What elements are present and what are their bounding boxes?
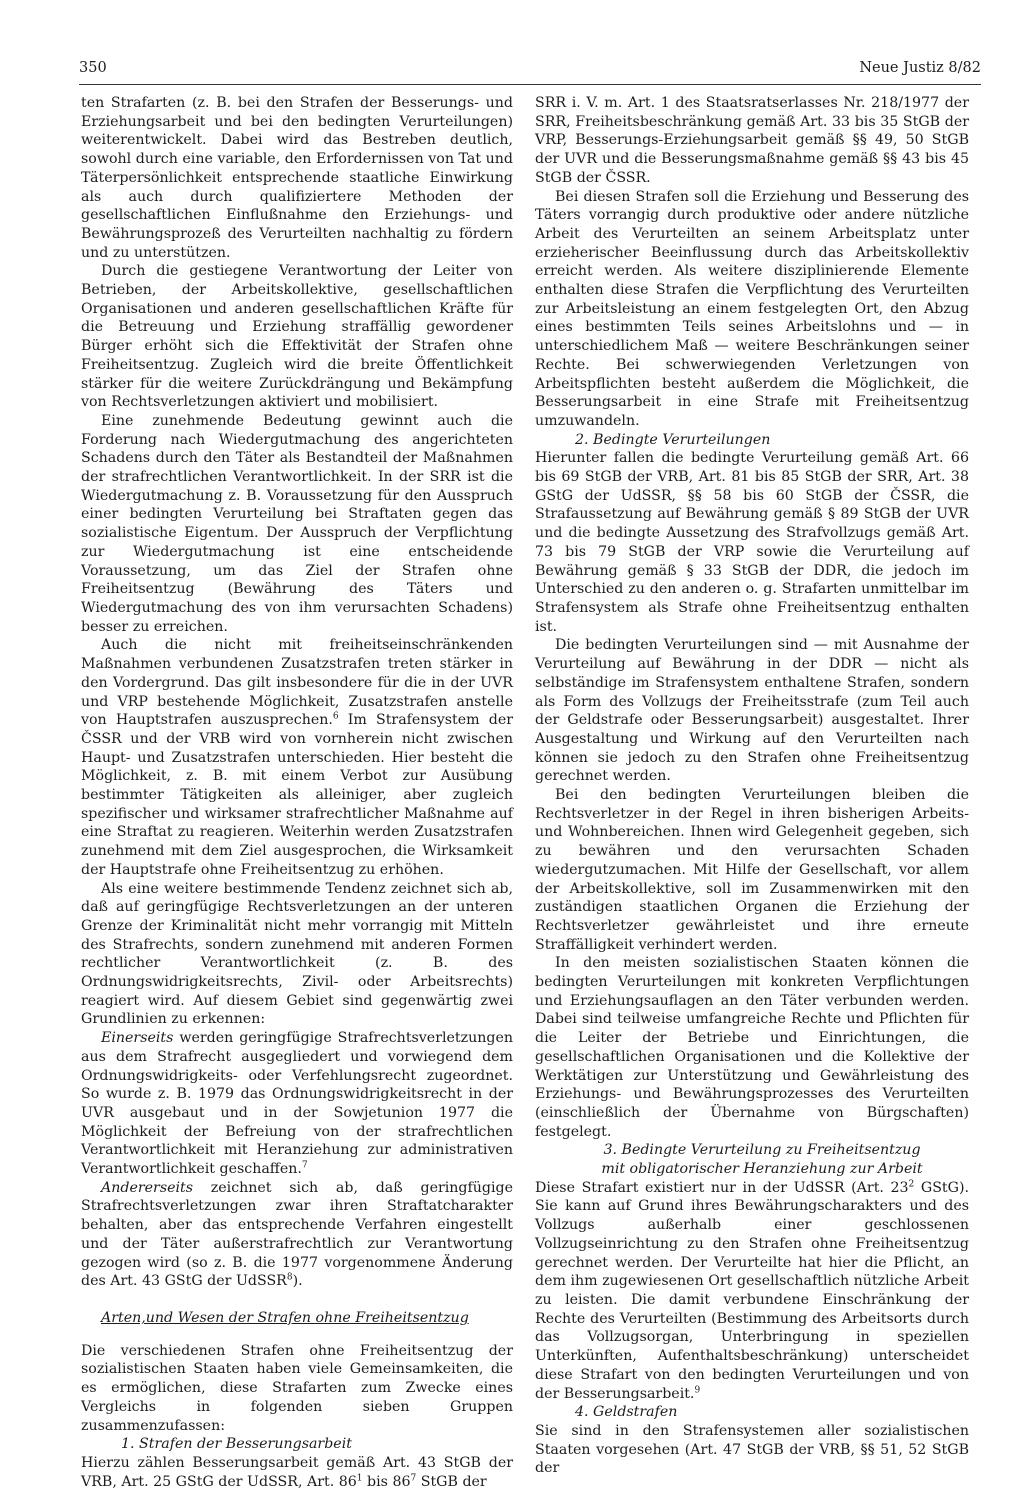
emphasis: Andererseits [101, 1179, 194, 1196]
paragraph: In den meisten sozialistischen Staaten können die bedingten Verurteilungen mit konkreten Verpflichtungen und Erziehungsauflagen an den Täter verbunden werden. Dabei sind teilweise umfangreiche Rechte und Pflichten für die Leiter der Betriebe und Einrichtungen, die gesellschaftlichen Organisationen und die Kollektive der Werktätigen zur Unterstützung und Gewährleistung des Erziehungs- und Bewährungsprozesses des Verurteilten (einschließlich der Übernahme von Bürgschaften) festgelegt. [535, 955, 969, 1140]
right-column [535, 94, 969, 1478]
journal-issue: Neue Justiz 8/82 [859, 60, 981, 76]
subsection-heading: 4. Geldstrafen [575, 1404, 678, 1421]
text-run: Hierzu zählen Besserungsarbeit gemäß Art. 43 StGB der VRB, Art. 25 GStG der UdSSR, Art. 86 [81, 1454, 513, 1490]
paragraph: Durch die gestiegene Verantwortung der Leiter von Betrieben, der Arbeitskollektive, gesellschaftlichen Organisationen und anderen gesellschaftlichen Kräfte für die Betreuung und Erziehung straffällig gewordener Bürger erhöht sich die Effektivität der Strafen ohne Freiheitsentzug. Zugleich wird die breite Öffentlichkeit stärker für die weitere Zurückdrängung und Bekämpfung von Rechtsverletzungen aktiviert und mobilisiert. [81, 263, 513, 411]
paragraph [81, 636, 513, 879]
text-run: zeichnet sich ab, daß geringfügige Strafrechtsverletzungen zwar ihren Straftatcharakter behalten, aber das entsprechende Verfahren eingestellt und der Täter außerstrafrechtlich zur Verantwortung gezogen wird (so z. B. die 1977 vorgenommene Änderung des Art. 43 GStG der UdSSR [81, 1179, 513, 1290]
footnote-ref: 6 [332, 711, 339, 722]
paragraph: Hierunter fallen die bedingte Verurteilung gemäß Art. 66 bis 69 StGB der VRB, Art. 81 bis 85 StGB der SRR, Art. 38 GStG der UdSSR, §§ 58 bis 60 StGB der ČSSR, die Strafaussetzung auf Bewährung gemäß § 89 StGB der UVR und die bedingte Aussetzung des Strafvollzugs gemäß Art. 73 bis 79 StGB der VRP sowie die Verurteilung auf Bewährung gemäß § 33 StGB der DDR, die jedoch im Unterschied zu den anderen o. g. Strafarten unmittelbar im Strafensystem als Strafe ohne Freiheitsentzug enthalten ist. [535, 450, 969, 635]
paragraph: ten Strafarten (z. B. bei den Strafen der Besserungs- und Erziehungsarbeit und bei den bedingten Verurteilungen) weiterentwickelt. Dabei wird das Bestreben deutlich, sowohl durch eine variable, den Erfordernissen von Tat und Täterpersönlichkeit entsprechende staatliche Einwirkung als auch durch qualifiziertere Methoden der gesellschaftlichen Einflußnahme den Erziehungs- und Bewährungsprozeß des Verurteilten nachhaltig zu fördern und zu unterstützen. [81, 95, 513, 261]
paragraph: Sie sind in den Strafensystemen aller sozialistischen Staaten vorgesehen (Art. 47 StGB der VRB, §§ 51, 52 StGB der [535, 1422, 969, 1477]
paragraph: Die verschiedenen Strafen ohne Freiheitsentzug der sozialistischen Staaten haben viele Gemeinsamkeiten, die es ermöglichen, diese Strafarten zum Zwecke eines Vergleichs in folgenden sieben Gruppen zusammenzufassen: [81, 1342, 513, 1434]
paragraph [81, 1454, 513, 1491]
page-number: 350 [79, 60, 107, 76]
text-run: Diese Strafart existiert nur in der UdSSR (Art. 23 [535, 1179, 909, 1196]
footnote-ref: 8 [286, 1272, 293, 1283]
footnote-ref: 7 [410, 1472, 417, 1483]
paragraph: Die bedingten Verurteilungen sind — mit Ausnahme der Verurteilung auf Bewährung in der DDR — nicht als selbständige im Strafensystem enthaltene Strafen, sondern als Form des Vollzugs der Freiheitsstrafe (zum Teil auch der Geldstrafe oder Besserungsarbeit) ausgestaltet. Ihrer Ausgestaltung und Wirkung auf den Verurteilten nach können sie jedoch zu den Strafen ohne Freiheitsentzug gerechnet werden. [535, 637, 969, 785]
paragraph: Bei den bedingten Verurteilungen bleiben die Rechtsverletzer in der Regel in ihren bisherigen Arbeits- und Wohnbereichen. Ihnen wird Gelegenheit gegeben, sich zu bewähren und den verursachten Schaden wiedergutzumachen. Mit Hilfe der Gesellschaft, vor allem der Arbeitskollektive, soll im Zusammenwirken mit den zuständigen staatlichen Organen die Erziehung der Rechtsverletzer gewährleistet und ihre erneute Straffälligkeit verhindert werden. [535, 787, 969, 953]
left-column [81, 94, 513, 1491]
paragraph [81, 1179, 513, 1291]
text-run: ). [292, 1273, 303, 1290]
footnote-ref: 9 [694, 1384, 701, 1395]
text-run: werden geringfügige Strafrechtsverletzungen aus dem Strafrecht ausgegliedert und vorwiegend dem Ordnungswidrigkeits- oder Verfehlungsrecht zugeordnet. So wurde z. B. 1979 das Ordnungswidrigkeitsrecht in der UVR ausgebaut und in der Sowjetunion 1977 die Möglichkeit der Befreiung von der strafrechtlichen Verantwortlichkeit mit Heranziehung zur administrativen Verantwortlichkeit geschaffen. [81, 1030, 513, 1178]
paragraph: Eine zunehmende Bedeutung gewinnt auch die Forderung nach Wiedergutmachung des angerichteten Schadens durch den Täter als Bestandteil der Maßnahmen der strafrechtlichen Verantwortlichkeit. In der SRR ist die Wiedergutmachung z. B. Voraussetzung für den Ausspruch einer bedingten Verurteilung bei Straftaten gegen das sozialistische Eigentum. Der Ausspruch der Verpflichtung zur Wiedergutmachung ist eine entscheidende Voraussetzung, um das Ziel der Strafen ohne Freiheitsentzug (Bewährung des Täters und Wiedergutmachung des von ihm verursachten Schadens) besser zu erreichen. [81, 412, 513, 635]
paragraph: Als eine weitere bestimmende Tendenz zeichnet sich ab, daß auf geringfügige Rechtsverletzungen an der unteren Grenze der Kriminalität nicht mehr vorrangig mit Mitteln des Strafrechts, sondern zunehmend mit anderen Formen rechtlicher Verantwortlichkeit (z. B. des Ordnungswidrigkeitsrechts, Zivil- oder Arbeitsrechts) reagiert wird. Auf diesem Gebiet sind gegenwärtig zwei Grundlinien zu erkennen: [81, 880, 513, 1028]
subsection-heading-line2: mit obligatorischer Heranziehung zur Arbeit [601, 1161, 923, 1178]
subsection-heading: 1. Strafen der Besserungsarbeit [121, 1436, 352, 1453]
subsection-heading: 2. Bedingte Verurteilungen [575, 431, 771, 448]
paragraph [81, 1029, 513, 1179]
emphasis: Einerseits [101, 1030, 174, 1047]
page-header [79, 60, 981, 84]
section-heading: Arten,und Wesen der Strafen ohne Freiheitsentzug [101, 1310, 469, 1326]
footnote-ref: 1 [356, 1472, 363, 1483]
text-run: StGB der [416, 1473, 487, 1490]
header-rule [79, 84, 981, 85]
paragraph [535, 1179, 969, 1403]
footnote-ref: 2 [908, 1179, 915, 1190]
subsection-heading: 3. Bedingte Verurteilung zu Freiheitsentzug [603, 1142, 921, 1159]
paragraph: Bei diesen Strafen soll die Erziehung und Besserung des Täters vorrangig durch produktive oder andere nützliche Arbeit des Verurteilten an seinem Arbeitsplatz unter erzieherischer Beeinflussung durch das Arbeitskollektiv erreicht werden. Als weitere disziplinierende Elemente enthalten diese Strafen die Verpflichtung des Verurteilten zur Arbeitsleistung an einem festgelegten Ort, den Abzug eines bestimmten Teils seines Arbeitslohns und — in unterschiedlichem Maß — weitere Beschränkungen seiner Rechte. Bei schwerwiegenden Verletzungen von Arbeitspflichten besteht außerdem die Möglichkeit, die Besserungsarbeit in eine Strafe mit Freiheitsentzug umzuwandeln. [535, 188, 969, 429]
paragraph: SRR i. V. m. Art. 1 des Staatsratserlasses Nr. 218/1977 der SRR, Freiheitsbeschränkung gemäß Art. 33 bis 35 StGB der VRP, Besserungs-Erziehungsarbeit gemäß §§ 49, 50 StGB der UVR und die Besserungsmaßnahme gemäß §§ 43 bis 45 StGB der ČSSR. [535, 95, 969, 186]
footnote-ref: 7 [301, 1160, 308, 1171]
text-run: Im Strafensystem der ČSSR und der VRB wird von vornherein nicht zwischen Haupt- und Zusatzstrafen unterschieden. Hier besteht die Möglichkeit, z. B. mit einem Verbot zur Ausübung bestimmter Tätigkeiten als alleiniger, aber zugleich spezifischer und wirksamer strafrechtlicher Maßnahme auf eine Straftat zu reagieren. Weiterhin werden Zusatzstrafen zunehmend mit dem Ziel ausgesprochen, die Wirksamkeit der Hauptstrafe ohne Freiheitsentzug zu erhöhen. [81, 712, 513, 878]
text-run: GStG). Sie kann auf Grund ihres Bewährungscharakters und des Vollzugs außerhalb einer geschlossenen Vollzugseinrichtung zu den Strafen ohne Freiheitsentzug gerechnet werden. Der Verurteilte hat hier die Pflicht, an dem ihm zugewiesenen Ort gesellschaftlich nützliche Arbeit zu leisten. Die damit verbundene Einschränkung der Rechte des Verurteilten (Bestimmung des Arbeitsorts durch das Vollzugsorgan, Unterbringung in speziellen Unterkünften, Aufenthaltsbeschränkung) unterscheidet diese Strafart von den bedingten Verurteilungen und von der Besserungsarbeit. [535, 1179, 969, 1402]
text-run: bis 86 [362, 1473, 411, 1490]
text-run: Auch die nicht mit freiheitseinschränkenden Maßnahmen verbundenen Zusatzstrafen treten stärker in den Vordergrund. Das gilt insbesondere für die in der UVR und VRP bestehende Möglichkeit, Zusatzstrafen anstelle von Hauptstrafen auszusprechen. [81, 637, 513, 729]
